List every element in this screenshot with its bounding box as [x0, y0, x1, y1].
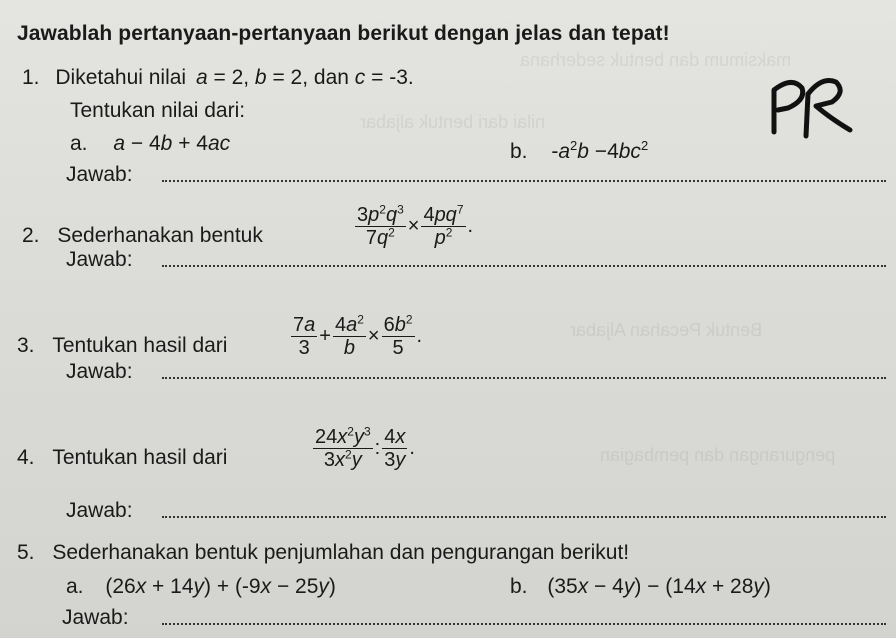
q4-expression: $\frac{24x^2y^3}{3x^2y}$ : $\frac{4x}{3y}$ . — [315, 424, 415, 471]
q1-part-b — [510, 134, 648, 164]
answer-label: Jawab: — [66, 163, 133, 186]
bleed-through-text: maksimum dan bentuk sederhana — [520, 50, 792, 70]
question-4-text — [17, 446, 227, 470]
fraction: $\frac{4x}{3y}$ — [384, 426, 406, 471]
question-text: Sederhanakan bentuk penjumlahan dan pengurangan berikut! — [52, 541, 630, 564]
fraction: $\frac{24x^2y^3}{3x^2y}$ — [315, 424, 371, 471]
q5-part-a — [66, 575, 336, 599]
fraction: $\frac{4pq^7}{p^2}$ — [423, 202, 464, 249]
question-5-text — [17, 541, 629, 565]
question-text: Diketahui nilai — [55, 66, 187, 89]
fraction: $\frac{3p^2q^3}{7q^2}$ — [357, 202, 404, 249]
answer-line — [162, 377, 886, 379]
expression: (26x + 14y) + (-9x − 25y) — [105, 575, 336, 598]
instruction-heading: Jawablah pertanyaan-pertanyaan berikut dengan jelas dan tepat! — [17, 22, 670, 45]
question-number: 1. — [22, 66, 40, 89]
handwritten-pr — [760, 70, 860, 154]
bleed-through-text: nilai dari bentuk aljabar — [360, 112, 546, 132]
bleed-through-text: Bentuk Pecahan Aljabar — [570, 320, 763, 340]
expression: (35x − 4y) − (14x + 28y) — [547, 575, 771, 598]
fraction: $\frac{4a^2}{b}$ — [334, 312, 364, 359]
part-label: b. — [510, 140, 528, 163]
question-3-text — [17, 334, 227, 358]
answer-label: Jawab: — [66, 360, 133, 383]
answer-label: Jawab: — [66, 248, 133, 271]
question-2-text — [22, 224, 263, 248]
question-text: Sederhanakan bentuk — [57, 224, 263, 247]
part-label: a. — [66, 575, 84, 598]
answer-line — [162, 516, 886, 518]
fraction: $\frac{7a}{3}$ — [293, 314, 316, 359]
answer-label: Jawab: — [62, 606, 129, 629]
answer-line — [162, 623, 886, 625]
answer-line — [162, 180, 886, 182]
answer-line — [162, 265, 886, 267]
question-number: 4. — [17, 446, 35, 469]
q1-part-a — [70, 132, 230, 156]
question-1-sub: Tentukan nilai dari: — [70, 99, 246, 122]
expression: $-a^2b -4bc^2$ — [551, 138, 649, 163]
question-1 — [22, 66, 414, 90]
question-number: 3. — [17, 334, 35, 357]
q3-expression: $\frac{7a}{3}$ + $\frac{4a^2}{b}$ × $\frac{6b^2}{5}$ . — [293, 312, 423, 359]
bleed-through-text: pengurangan dan pembagian — [600, 445, 836, 465]
part-label: a. — [70, 132, 88, 155]
question-number: 2. — [22, 224, 40, 247]
question-number: 5. — [17, 541, 35, 564]
question-text: Tentukan hasil dari — [52, 334, 228, 357]
fraction: $\frac{6b^2}{5}$ — [383, 312, 413, 359]
part-label: b. — [510, 575, 528, 598]
question-text: Tentukan hasil dari — [52, 446, 228, 469]
q5-part-b — [510, 575, 771, 599]
answer-label: Jawab: — [66, 499, 133, 522]
given-values: a = 2, b = 2, dan c = -3. — [195, 66, 414, 89]
expression: a − 4b + 4ac — [113, 132, 231, 155]
q2-expression: $\frac{3p^2q^3}{7q^2}$ × $\frac{4pq^7}{p^2}$ . — [357, 202, 474, 249]
